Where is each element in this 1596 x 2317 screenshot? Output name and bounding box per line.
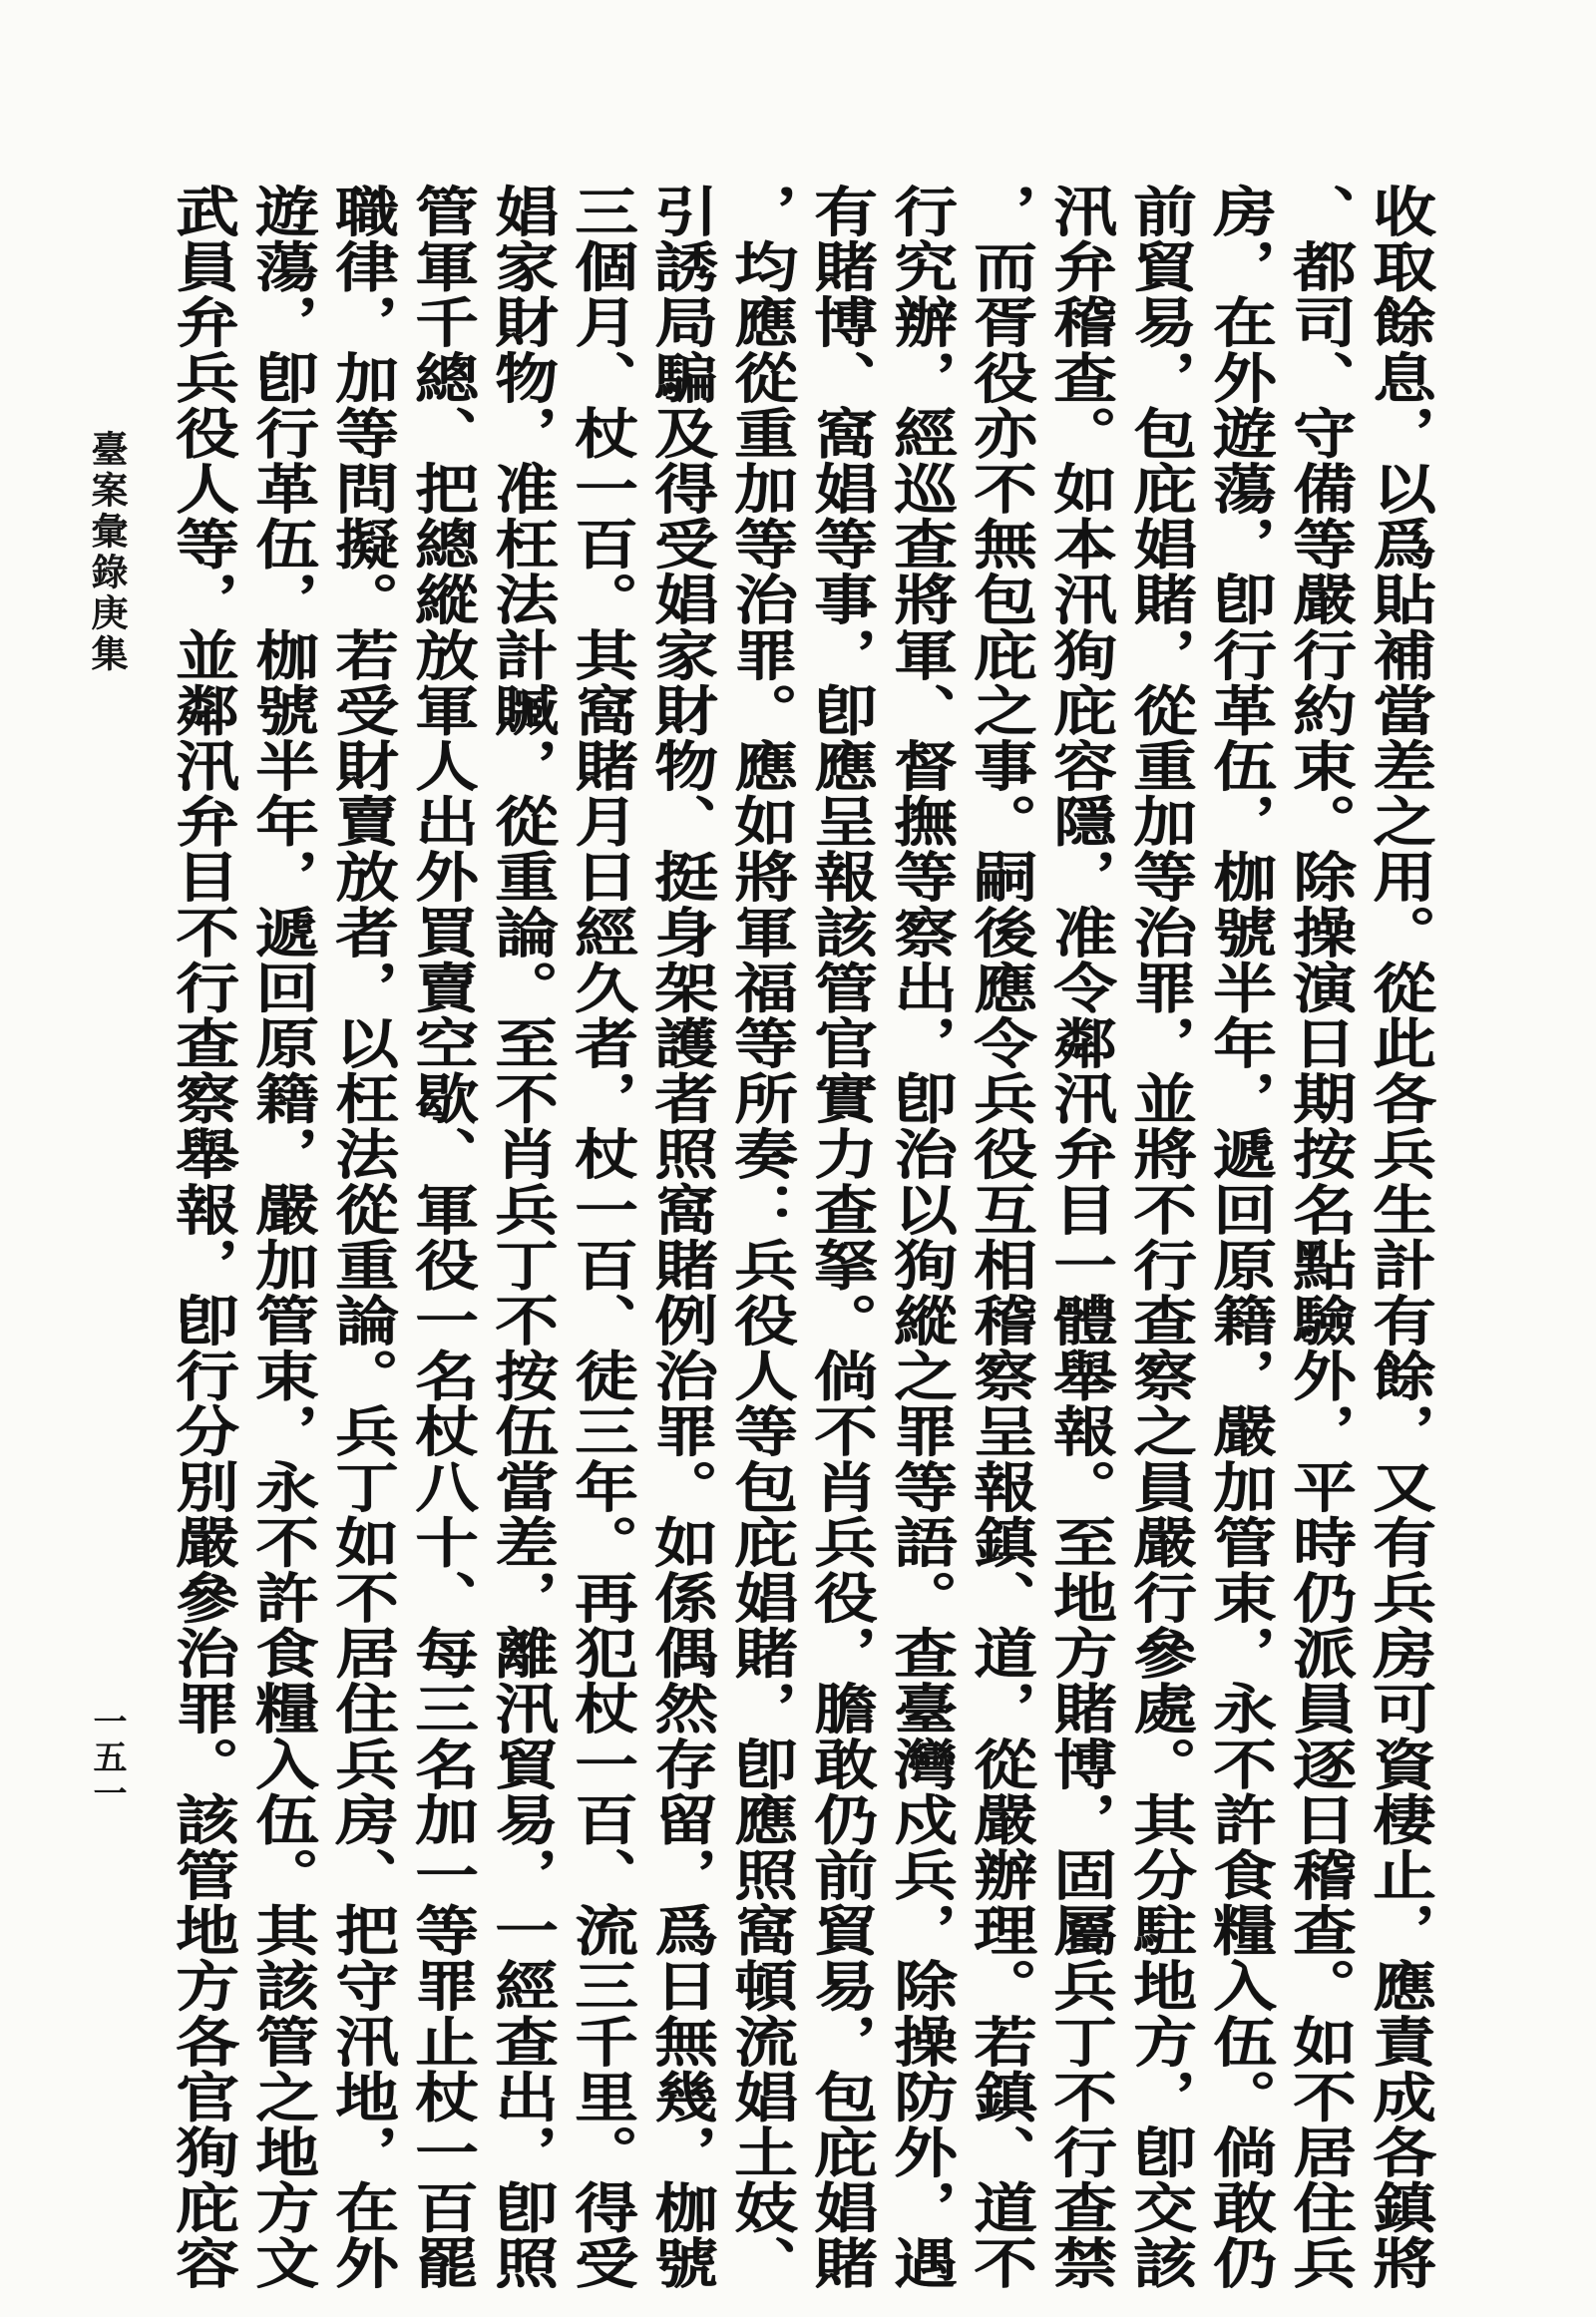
text-column: 娼家財物，准枉法計贓，從重論。至不肖兵丁不按伍當差，離汛貿易，一經查出，卽照 bbox=[485, 184, 561, 2291]
text-column: 行究辦，經巡查將軍、督撫等察出，卽治以狥縱之罪等語。查臺灣戍兵，除操防外，遇 bbox=[884, 184, 960, 2291]
text-column: ，均應從重加等治罪。應如將軍福等所奏：兵役人等包庇娼賭，卽應照窩頓流娼土妓、 bbox=[724, 184, 800, 2291]
text-column: 武員弁兵役人等，並鄰汛弁目不行查察舉報，卽行分別嚴參治罪。該管地方各官狥庇容 bbox=[166, 184, 241, 2291]
text-column: 遊蕩，卽行革伍，枷號半年，遞回原籍，嚴加管束，永不許食糧入伍。其該管之地方文 bbox=[245, 184, 321, 2291]
text-column: 收取餘息，以爲貼補當差之用。從此各兵生計有餘，又有兵房可資棲止，應責成各鎮將 bbox=[1363, 184, 1438, 2291]
text-column: 職律，加等問擬。若受財賣放者，以枉法從重論。兵丁如不居住兵房、把守汛地，在外 bbox=[325, 184, 401, 2291]
text-column: 有賭博、窩娼等事，卽應呈報該管官實力查拏。倘不肖兵役，膽敢仍前貿易，包庇娼賭 bbox=[804, 184, 880, 2291]
text-column: 三個月、杖一百。其窩賭月日經久者，杖一百、徒三年。再犯杖一百、流三千里。得受 bbox=[565, 184, 640, 2291]
page-number: 一五一 bbox=[87, 1704, 127, 1811]
text-column: 引誘局騙及得受娼家財物、挺身架護者照窩賭例治罪。如係偶然存留，爲日無幾，枷號 bbox=[644, 184, 720, 2291]
text-column: ，而胥役亦不無包庇之事。嗣後應令兵役互相稽察呈報鎮、道，從嚴辦理。若鎮、道不 bbox=[964, 184, 1039, 2291]
text-column: 房，在外遊蕩，卽行革伍，枷號半年，遞回原籍，嚴加管束，永不許食糧入伍。倘敢仍 bbox=[1203, 184, 1279, 2291]
text-column: 、都司、守備等嚴行約束。除操演日期按名點驗外，平時仍派員逐日稽查。如不居住兵 bbox=[1283, 184, 1359, 2291]
running-head: 臺案彙錄庚集 bbox=[85, 430, 129, 675]
text-column: 前貿易，包庇娼賭，從重加等治罪，並將不行查察之員嚴行參處。其分駐地方，卽交該 bbox=[1123, 184, 1199, 2291]
text-column: 汛弁稽查。如本汛狥庇容隱，准令鄰汛弁目一體舉報。至地方賭博，固屬兵丁不行查禁 bbox=[1043, 184, 1119, 2291]
text-column: 管軍千總、把總縱放軍人出外買賣空歇、軍役一名杖八十、每三名加一等罪止杖一百罷 bbox=[405, 184, 481, 2291]
